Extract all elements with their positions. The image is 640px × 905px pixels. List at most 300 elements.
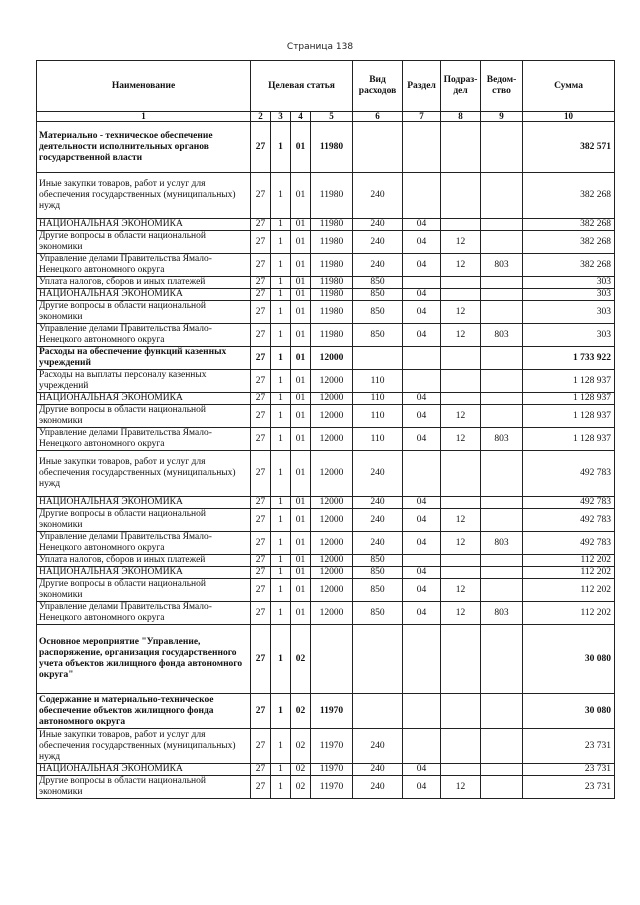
target-code-3: 01 — [291, 428, 311, 451]
subsection-code: 12 — [441, 509, 481, 532]
subsection-code: 12 — [441, 532, 481, 555]
header-vedomstvo: Ведом-ство — [481, 61, 523, 112]
target-code-2: 1 — [271, 173, 291, 219]
target-code-3: 01 — [291, 254, 311, 277]
target-code-3: 01 — [291, 231, 311, 254]
section-code: 04 — [403, 579, 441, 602]
department-code — [481, 509, 523, 532]
row-name: Расходы на выплаты персоналу казенных учреждений — [37, 370, 251, 393]
target-code-3: 01 — [291, 579, 311, 602]
target-code-2: 1 — [271, 579, 291, 602]
amount: 382 268 — [523, 173, 615, 219]
target-code-2: 1 — [271, 254, 291, 277]
target-code-1: 27 — [251, 532, 271, 555]
amount: 303 — [523, 301, 615, 324]
section-code: 04 — [403, 428, 441, 451]
department-code — [481, 231, 523, 254]
table-row — [37, 301, 615, 324]
row-name: Управление делами Правительства Ямало-Ненецкого автономного округа — [37, 254, 251, 277]
target-code-2: 1 — [271, 509, 291, 532]
section-code: 04 — [403, 254, 441, 277]
expense-type: 850 — [353, 289, 403, 301]
amount: 492 783 — [523, 509, 615, 532]
expense-type: 850 — [353, 567, 403, 579]
target-code-2: 1 — [271, 764, 291, 776]
department-code: 803 — [481, 532, 523, 555]
col-number: 6 — [353, 112, 403, 122]
col-number: 4 — [291, 112, 311, 122]
target-code-4: 12000 — [311, 451, 353, 497]
target-code-3: 01 — [291, 405, 311, 428]
table-row — [37, 370, 615, 393]
department-code — [481, 393, 523, 405]
header-razdel: Раздел — [403, 61, 441, 112]
department-code — [481, 567, 523, 579]
section-code: 04 — [403, 497, 441, 509]
section-code: 04 — [403, 393, 441, 405]
target-code-2: 1 — [271, 289, 291, 301]
target-code-1: 27 — [251, 625, 271, 694]
target-code-4: 11980 — [311, 219, 353, 231]
department-code — [481, 301, 523, 324]
expense-type: 240 — [353, 532, 403, 555]
target-code-4: 11980 — [311, 301, 353, 324]
subsection-code — [441, 764, 481, 776]
target-code-4: 12000 — [311, 405, 353, 428]
table-row — [37, 764, 615, 776]
target-code-3: 01 — [291, 451, 311, 497]
row-name: Иные закупки товаров, работ и услуг для обеспечения государственных (муниципальных) нужд — [37, 451, 251, 497]
target-code-2: 1 — [271, 451, 291, 497]
table-row — [37, 694, 615, 729]
row-name: Управление делами Правительства Ямало-Ненецкого автономного округа — [37, 324, 251, 347]
section-code: 04 — [403, 532, 441, 555]
target-code-2: 1 — [271, 567, 291, 579]
target-code-3: 01 — [291, 393, 311, 405]
target-code-4: 11970 — [311, 694, 353, 729]
target-code-3: 01 — [291, 277, 311, 289]
target-code-1: 27 — [251, 393, 271, 405]
department-code: 803 — [481, 254, 523, 277]
col-number: 10 — [523, 112, 615, 122]
row-name: Другие вопросы в области национальной экономики — [37, 231, 251, 254]
col-number: 9 — [481, 112, 523, 122]
subsection-code — [441, 370, 481, 393]
target-code-4: 11970 — [311, 729, 353, 764]
target-code-4: 11980 — [311, 277, 353, 289]
amount: 303 — [523, 277, 615, 289]
target-code-2: 1 — [271, 602, 291, 625]
amount: 492 783 — [523, 451, 615, 497]
subsection-code: 12 — [441, 254, 481, 277]
subsection-code — [441, 277, 481, 289]
expense-type: 240 — [353, 451, 403, 497]
department-code — [481, 729, 523, 764]
section-code — [403, 625, 441, 694]
expense-type — [353, 122, 403, 173]
target-code-2: 1 — [271, 347, 291, 370]
department-code — [481, 277, 523, 289]
subsection-code — [441, 625, 481, 694]
target-code-4: 11970 — [311, 764, 353, 776]
target-code-1: 27 — [251, 764, 271, 776]
target-code-4: 12000 — [311, 347, 353, 370]
target-code-4: 12000 — [311, 555, 353, 567]
row-name: Другие вопросы в области национальной экономики — [37, 405, 251, 428]
table-row — [37, 567, 615, 579]
subsection-code: 12 — [441, 324, 481, 347]
target-code-1: 27 — [251, 579, 271, 602]
expense-type — [353, 347, 403, 370]
target-code-1: 27 — [251, 347, 271, 370]
subsection-code: 12 — [441, 405, 481, 428]
expense-type: 850 — [353, 579, 403, 602]
row-name: НАЦИОНАЛЬНАЯ ЭКОНОМИКА — [37, 764, 251, 776]
department-code — [481, 497, 523, 509]
row-name: Другие вопросы в области национальной экономики — [37, 579, 251, 602]
expense-type: 240 — [353, 776, 403, 799]
row-name: Содержание и материально-техническое обеспечение объектов жилищного фонда автономного округа — [37, 694, 251, 729]
target-code-1: 27 — [251, 567, 271, 579]
section-code — [403, 555, 441, 567]
section-code: 04 — [403, 231, 441, 254]
subsection-code: 12 — [441, 301, 481, 324]
target-code-2: 1 — [271, 219, 291, 231]
target-code-1: 27 — [251, 324, 271, 347]
target-code-4: 12000 — [311, 579, 353, 602]
target-code-1: 27 — [251, 254, 271, 277]
target-code-3: 02 — [291, 764, 311, 776]
target-code-4: 11980 — [311, 324, 353, 347]
expense-type — [353, 694, 403, 729]
target-code-1: 27 — [251, 122, 271, 173]
expense-type: 850 — [353, 555, 403, 567]
expense-type: 110 — [353, 370, 403, 393]
subsection-code: 12 — [441, 579, 481, 602]
section-code: 04 — [403, 567, 441, 579]
target-code-3: 01 — [291, 289, 311, 301]
target-code-1: 27 — [251, 729, 271, 764]
section-code — [403, 122, 441, 173]
table-row — [37, 231, 615, 254]
amount: 1 128 937 — [523, 393, 615, 405]
target-code-2: 1 — [271, 231, 291, 254]
budget-table — [36, 60, 615, 799]
row-name: Другие вопросы в области национальной экономики — [37, 301, 251, 324]
target-code-2: 1 — [271, 694, 291, 729]
department-code: 803 — [481, 428, 523, 451]
target-code-4: 11980 — [311, 231, 353, 254]
target-code-2: 1 — [271, 729, 291, 764]
subsection-code: 12 — [441, 231, 481, 254]
department-code — [481, 764, 523, 776]
row-name: Иные закупки товаров, работ и услуг для обеспечения государственных (муниципальных) нужд — [37, 729, 251, 764]
amount: 1 128 937 — [523, 428, 615, 451]
table-row — [37, 122, 615, 173]
row-name: НАЦИОНАЛЬНАЯ ЭКОНОМИКА — [37, 567, 251, 579]
target-code-4: 12000 — [311, 497, 353, 509]
table-row — [37, 509, 615, 532]
target-code-4: 12000 — [311, 532, 353, 555]
amount: 23 731 — [523, 729, 615, 764]
row-name: Другие вопросы в области национальной экономики — [37, 776, 251, 799]
section-code — [403, 173, 441, 219]
header-podrazdel: Подраз-дел — [441, 61, 481, 112]
amount: 23 731 — [523, 764, 615, 776]
department-code — [481, 694, 523, 729]
table-row — [37, 625, 615, 694]
target-code-2: 1 — [271, 497, 291, 509]
target-code-4: 12000 — [311, 428, 353, 451]
target-code-2: 1 — [271, 122, 291, 173]
target-code-3: 01 — [291, 219, 311, 231]
amount: 382 268 — [523, 231, 615, 254]
target-code-3: 02 — [291, 776, 311, 799]
header-sum: Сумма — [523, 61, 615, 112]
row-name: НАЦИОНАЛЬНАЯ ЭКОНОМИКА — [37, 497, 251, 509]
department-code — [481, 347, 523, 370]
header-row — [37, 61, 615, 112]
target-code-3: 01 — [291, 497, 311, 509]
expense-type: 850 — [353, 301, 403, 324]
table-row — [37, 497, 615, 509]
amount: 382 571 — [523, 122, 615, 173]
target-code-4: 12000 — [311, 509, 353, 532]
target-code-2: 1 — [271, 625, 291, 694]
table-row — [37, 347, 615, 370]
expense-type: 850 — [353, 277, 403, 289]
row-name: Основное мероприятие "Управление, распоряжение, организация государственного учета объектов жилищного фонда автономного округа" — [37, 625, 251, 694]
target-code-3: 01 — [291, 347, 311, 370]
row-name: НАЦИОНАЛЬНАЯ ЭКОНОМИКА — [37, 219, 251, 231]
expense-type: 240 — [353, 764, 403, 776]
row-name: Другие вопросы в области национальной экономики — [37, 509, 251, 532]
section-code: 04 — [403, 509, 441, 532]
expense-type — [353, 625, 403, 694]
subsection-code — [441, 729, 481, 764]
amount: 1 128 937 — [523, 370, 615, 393]
amount: 303 — [523, 324, 615, 347]
target-code-3: 02 — [291, 694, 311, 729]
department-code — [481, 173, 523, 219]
section-code — [403, 277, 441, 289]
target-code-3: 01 — [291, 567, 311, 579]
header-vid: Вид расходов — [353, 61, 403, 112]
target-code-1: 27 — [251, 301, 271, 324]
subsection-code — [441, 289, 481, 301]
department-code — [481, 370, 523, 393]
subsection-code — [441, 694, 481, 729]
subsection-code — [441, 451, 481, 497]
row-name: Управление делами Правительства Ямало-Ненецкого автономного округа — [37, 602, 251, 625]
amount: 112 202 — [523, 567, 615, 579]
target-code-3: 02 — [291, 729, 311, 764]
table-row — [37, 324, 615, 347]
table-row — [37, 729, 615, 764]
subsection-code — [441, 347, 481, 370]
col-number: 2 — [251, 112, 271, 122]
subsection-code — [441, 567, 481, 579]
department-code: 803 — [481, 602, 523, 625]
amount: 30 080 — [523, 625, 615, 694]
section-code — [403, 370, 441, 393]
target-code-4 — [311, 625, 353, 694]
table-row — [37, 776, 615, 799]
target-code-3: 01 — [291, 509, 311, 532]
department-code — [481, 219, 523, 231]
target-code-4: 11970 — [311, 776, 353, 799]
row-name: Уплата налогов, сборов и иных платежей — [37, 277, 251, 289]
target-code-2: 1 — [271, 393, 291, 405]
target-code-1: 27 — [251, 776, 271, 799]
section-code: 04 — [403, 324, 441, 347]
amount: 112 202 — [523, 602, 615, 625]
section-code: 04 — [403, 776, 441, 799]
expense-type: 240 — [353, 219, 403, 231]
target-code-3: 01 — [291, 122, 311, 173]
table-row — [37, 532, 615, 555]
target-code-1: 27 — [251, 428, 271, 451]
target-code-2: 1 — [271, 324, 291, 347]
table-row — [37, 393, 615, 405]
table-row — [37, 173, 615, 219]
target-code-1: 27 — [251, 451, 271, 497]
amount: 1 128 937 — [523, 405, 615, 428]
target-code-1: 27 — [251, 173, 271, 219]
target-code-3: 01 — [291, 555, 311, 567]
target-code-2: 1 — [271, 405, 291, 428]
row-name: НАЦИОНАЛЬНАЯ ЭКОНОМИКА — [37, 393, 251, 405]
target-code-4: 11980 — [311, 122, 353, 173]
department-code — [481, 405, 523, 428]
target-code-3: 01 — [291, 301, 311, 324]
expense-type: 110 — [353, 405, 403, 428]
target-code-1: 27 — [251, 289, 271, 301]
table-row — [37, 428, 615, 451]
table-row — [37, 277, 615, 289]
department-code — [481, 625, 523, 694]
expense-type: 240 — [353, 231, 403, 254]
row-name: Материально - техническое обеспечение деятельности исполнительных органов государственной власти — [37, 122, 251, 173]
row-name: Управление делами Правительства Ямало-Ненецкого автономного округа — [37, 428, 251, 451]
target-code-1: 27 — [251, 277, 271, 289]
department-code — [481, 289, 523, 301]
target-code-1: 27 — [251, 405, 271, 428]
target-code-3: 01 — [291, 602, 311, 625]
section-code: 04 — [403, 602, 441, 625]
department-code — [481, 122, 523, 173]
subsection-code: 12 — [441, 776, 481, 799]
target-code-2: 1 — [271, 301, 291, 324]
col-number: 3 — [271, 112, 291, 122]
col-number: 8 — [441, 112, 481, 122]
target-code-1: 27 — [251, 602, 271, 625]
amount: 30 080 — [523, 694, 615, 729]
target-code-2: 1 — [271, 370, 291, 393]
target-code-3: 01 — [291, 370, 311, 393]
target-code-2: 1 — [271, 776, 291, 799]
row-name: Уплата налогов, сборов и иных платежей — [37, 555, 251, 567]
subsection-code — [441, 122, 481, 173]
amount: 112 202 — [523, 555, 615, 567]
subsection-code — [441, 393, 481, 405]
subsection-code — [441, 497, 481, 509]
target-code-4: 11980 — [311, 173, 353, 219]
column-number-row — [37, 112, 615, 122]
col-number: 7 — [403, 112, 441, 122]
col-number: 1 — [37, 112, 251, 122]
row-name: Управление делами Правительства Ямало-Ненецкого автономного округа — [37, 532, 251, 555]
row-name: Расходы на обеспечение функций казенных учреждений — [37, 347, 251, 370]
col-number: 5 — [311, 112, 353, 122]
target-code-1: 27 — [251, 555, 271, 567]
header-name: Наименование — [37, 61, 251, 112]
target-code-4: 12000 — [311, 567, 353, 579]
section-code: 04 — [403, 764, 441, 776]
amount: 492 783 — [523, 497, 615, 509]
target-code-4: 11980 — [311, 254, 353, 277]
section-code: 04 — [403, 405, 441, 428]
amount: 382 268 — [523, 219, 615, 231]
department-code — [481, 555, 523, 567]
table-row — [37, 555, 615, 567]
expense-type: 850 — [353, 602, 403, 625]
subsection-code: 12 — [441, 428, 481, 451]
amount: 382 268 — [523, 254, 615, 277]
target-code-1: 27 — [251, 370, 271, 393]
department-code — [481, 451, 523, 497]
section-code — [403, 694, 441, 729]
target-code-4: 12000 — [311, 602, 353, 625]
target-code-1: 27 — [251, 694, 271, 729]
amount: 492 783 — [523, 532, 615, 555]
expense-type: 240 — [353, 729, 403, 764]
target-code-3: 02 — [291, 625, 311, 694]
target-code-2: 1 — [271, 277, 291, 289]
table-row — [37, 219, 615, 231]
expense-type: 850 — [353, 324, 403, 347]
section-code: 04 — [403, 301, 441, 324]
target-code-4: 12000 — [311, 370, 353, 393]
expense-type: 240 — [353, 254, 403, 277]
table-row — [37, 579, 615, 602]
table-row — [37, 451, 615, 497]
subsection-code: 12 — [441, 602, 481, 625]
section-code — [403, 451, 441, 497]
target-code-1: 27 — [251, 497, 271, 509]
target-code-3: 01 — [291, 173, 311, 219]
target-code-1: 27 — [251, 219, 271, 231]
amount: 112 202 — [523, 579, 615, 602]
row-name: Иные закупки товаров, работ и услуг для обеспечения государственных (муниципальных) нужд — [37, 173, 251, 219]
department-code: 803 — [481, 324, 523, 347]
row-name: НАЦИОНАЛЬНАЯ ЭКОНОМИКА — [37, 289, 251, 301]
table-row — [37, 254, 615, 277]
expense-type: 240 — [353, 497, 403, 509]
expense-type: 240 — [353, 173, 403, 219]
target-code-1: 27 — [251, 231, 271, 254]
target-code-3: 01 — [291, 324, 311, 347]
expense-type: 110 — [353, 428, 403, 451]
table-row — [37, 405, 615, 428]
subsection-code — [441, 219, 481, 231]
table-row — [37, 289, 615, 301]
target-code-2: 1 — [271, 428, 291, 451]
header-target: Целевая статья — [251, 61, 353, 112]
target-code-4: 12000 — [311, 393, 353, 405]
amount: 1 733 922 — [523, 347, 615, 370]
target-code-4: 11980 — [311, 289, 353, 301]
